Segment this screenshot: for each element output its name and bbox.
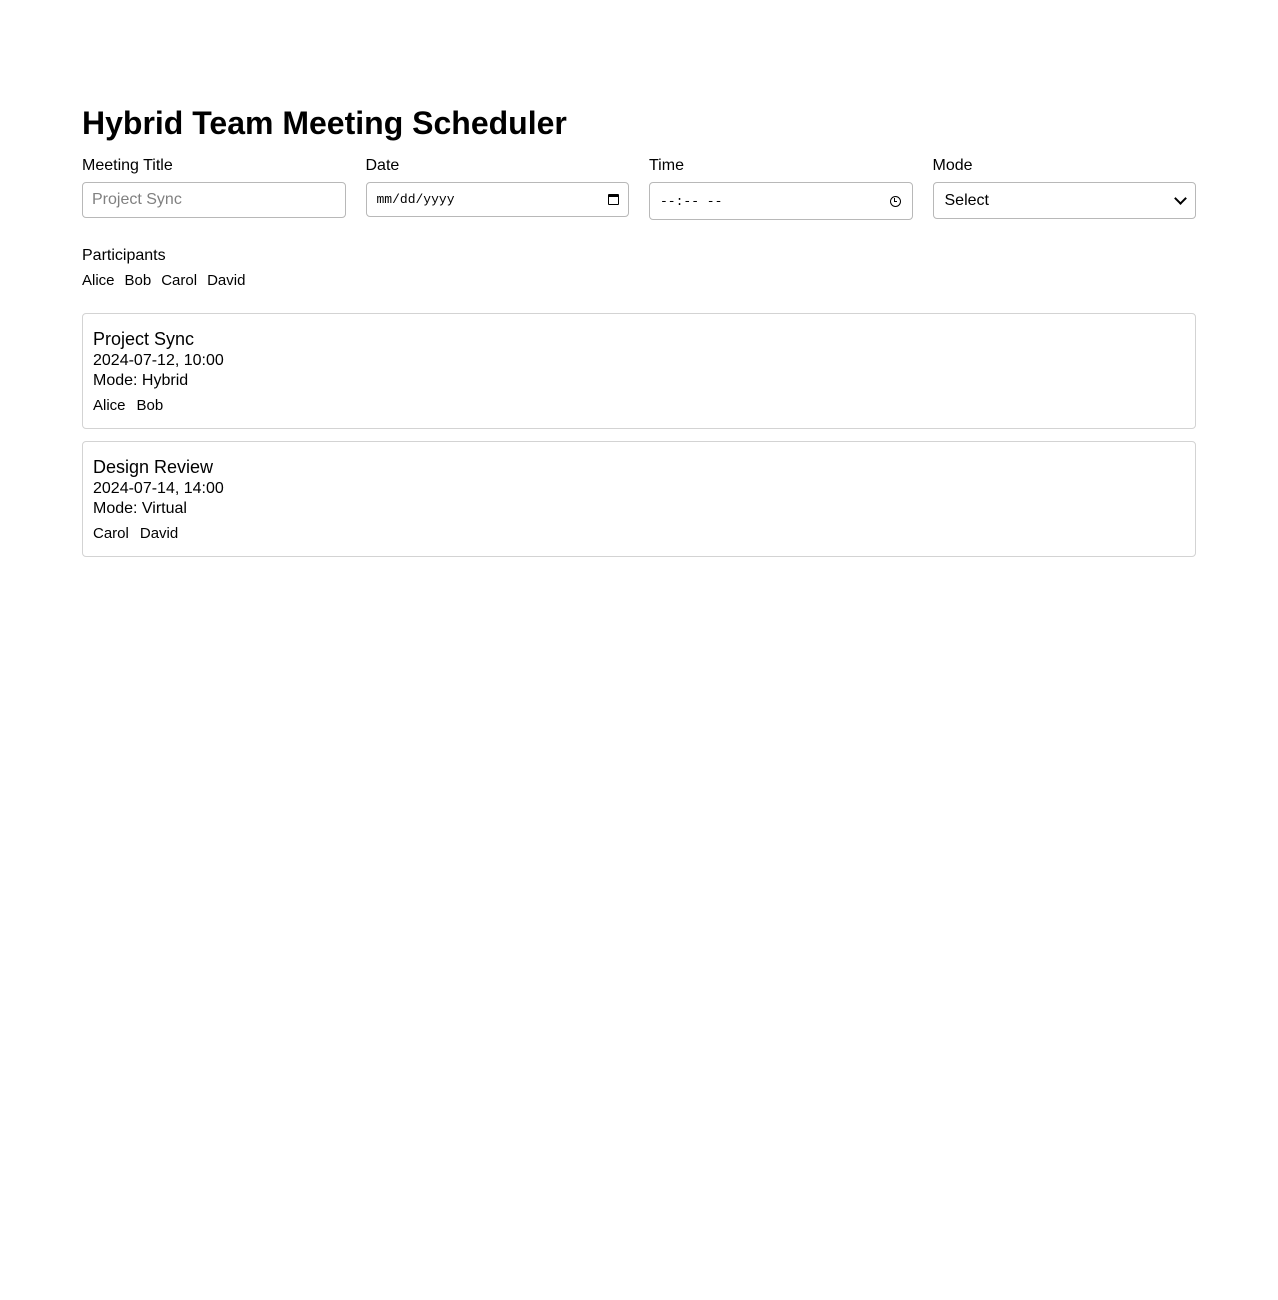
meeting-title-input[interactable] [82, 182, 346, 218]
date-input-placeholder: mm/dd/yyyy [376, 192, 455, 207]
meeting-card [82, 441, 1196, 557]
meeting-card-mode: Mode: Hybrid [93, 372, 189, 389]
meeting-participant: Carol [93, 525, 129, 542]
meeting-title-field [82, 156, 346, 220]
time-input[interactable] [649, 182, 913, 220]
meeting-card-participants [93, 524, 178, 544]
meeting-card-datetime: 2024-07-14, 14:00 [93, 480, 224, 497]
clock-icon[interactable] [890, 196, 901, 207]
meeting-card-participants [93, 396, 163, 416]
page-title: Hybrid Team Meeting Scheduler [82, 105, 567, 141]
meeting-participant: David [139, 525, 179, 542]
date-label: Date [365, 157, 400, 174]
participant-chip[interactable]: Alice [82, 272, 115, 289]
meeting-form [82, 156, 1196, 220]
time-field [649, 156, 913, 220]
date-field [366, 156, 630, 220]
participant-chip[interactable]: Bob [124, 272, 152, 289]
meeting-card [82, 313, 1196, 429]
meeting-card-mode: Mode: Virtual [93, 500, 187, 517]
mode-label: Mode [932, 157, 973, 174]
mode-select[interactable] [933, 182, 1197, 219]
meeting-title-label: Meeting Title [82, 157, 173, 174]
calendar-icon[interactable] [608, 194, 619, 205]
mode-select-value: Select [944, 191, 989, 209]
meeting-participant: Bob [136, 397, 164, 414]
chevron-down-icon [1174, 192, 1187, 205]
participant-chip[interactable]: Carol [161, 272, 198, 289]
participants-list [82, 271, 245, 291]
time-label: Time [649, 157, 684, 174]
meeting-card-title: Project Sync [93, 329, 195, 349]
meeting-card-title: Design Review [93, 457, 214, 477]
meeting-participant: Alice [93, 397, 126, 414]
mode-field [933, 156, 1197, 220]
meeting-card-datetime: 2024-07-12, 10:00 [93, 352, 224, 369]
participants-label: Participants [82, 247, 166, 264]
date-input[interactable] [366, 182, 630, 217]
participant-chip[interactable]: David [207, 272, 246, 289]
time-input-placeholder: --:-- -- [660, 193, 723, 209]
